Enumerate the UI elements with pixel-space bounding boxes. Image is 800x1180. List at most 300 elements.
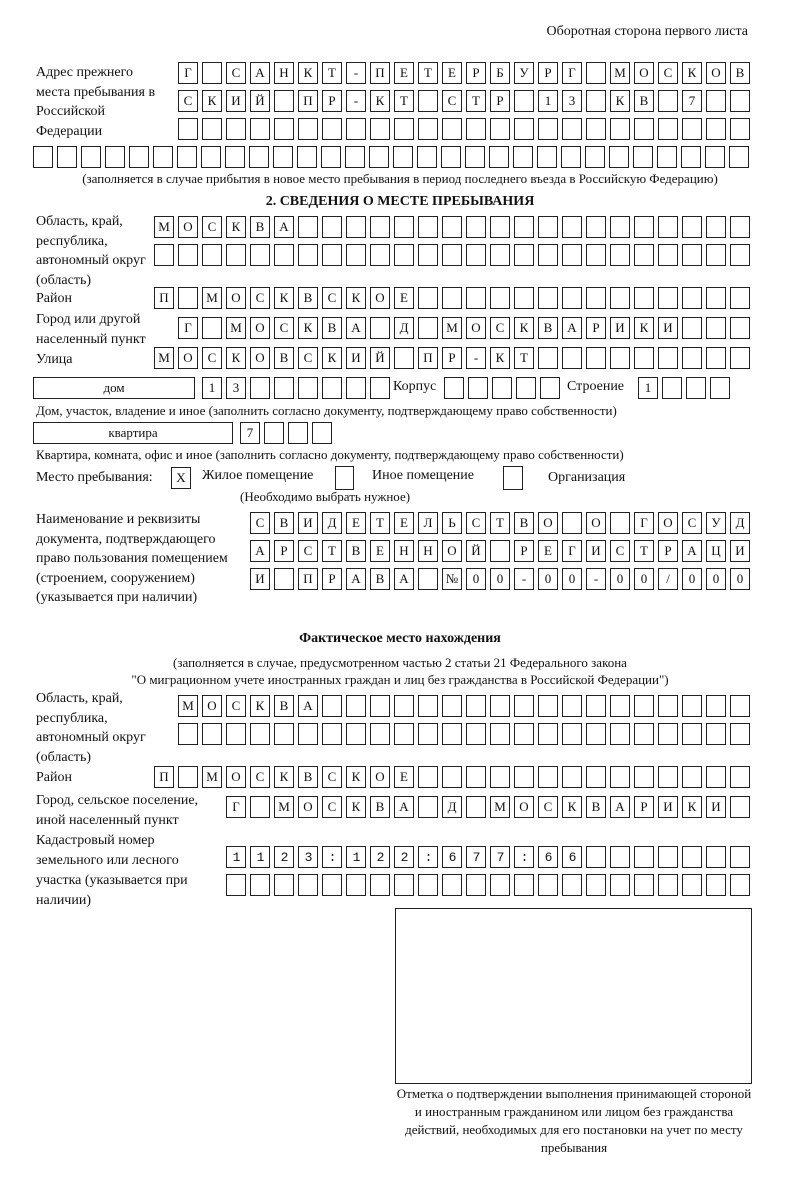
- char-cell[interactable]: [393, 146, 413, 168]
- char-cell[interactable]: [562, 244, 582, 266]
- char-cell[interactable]: [394, 244, 414, 266]
- char-cell[interactable]: [610, 216, 630, 238]
- char-cell[interactable]: [394, 216, 414, 238]
- option-organization-checkbox[interactable]: [503, 466, 523, 490]
- char-cell[interactable]: [706, 90, 726, 112]
- char-cell[interactable]: 0: [538, 568, 558, 590]
- char-cell[interactable]: [418, 317, 438, 339]
- char-cell[interactable]: [706, 347, 726, 369]
- char-cell[interactable]: [730, 216, 750, 238]
- char-cell[interactable]: Е: [394, 512, 414, 534]
- char-cell[interactable]: [370, 216, 390, 238]
- char-cell[interactable]: [346, 695, 366, 717]
- char-cell[interactable]: С: [298, 347, 318, 369]
- char-cell[interactable]: С: [322, 766, 342, 788]
- char-cell[interactable]: [658, 347, 678, 369]
- char-cell[interactable]: Н: [274, 62, 294, 84]
- char-cell[interactable]: [658, 216, 678, 238]
- char-cell[interactable]: [274, 568, 294, 590]
- char-cell[interactable]: А: [250, 62, 270, 84]
- char-cell[interactable]: К: [346, 766, 366, 788]
- char-cell[interactable]: [562, 287, 582, 309]
- char-cell[interactable]: Й: [466, 540, 486, 562]
- char-cell[interactable]: [730, 874, 750, 896]
- char-cell[interactable]: Р: [442, 347, 462, 369]
- char-cell[interactable]: [178, 287, 198, 309]
- option-residential-checkbox[interactable]: X: [171, 467, 191, 489]
- char-cell[interactable]: [706, 216, 726, 238]
- char-cell[interactable]: [706, 317, 726, 339]
- char-cell[interactable]: [250, 118, 270, 140]
- char-cell[interactable]: [686, 377, 706, 399]
- char-cell[interactable]: М: [610, 62, 630, 84]
- char-cell[interactable]: А: [346, 317, 366, 339]
- char-cell[interactable]: -: [586, 568, 606, 590]
- char-cell[interactable]: [586, 216, 606, 238]
- char-cell[interactable]: И: [250, 568, 270, 590]
- previous-address-row-3[interactable]: [178, 118, 750, 140]
- char-cell[interactable]: С: [442, 90, 462, 112]
- char-cell[interactable]: Й: [370, 347, 390, 369]
- char-cell[interactable]: [264, 422, 284, 444]
- char-cell[interactable]: [394, 118, 414, 140]
- char-cell[interactable]: [662, 377, 682, 399]
- char-cell[interactable]: [444, 377, 464, 399]
- char-cell[interactable]: М: [202, 766, 222, 788]
- char-cell[interactable]: [514, 874, 534, 896]
- char-cell[interactable]: [490, 244, 510, 266]
- char-cell[interactable]: [441, 146, 461, 168]
- char-cell[interactable]: [274, 874, 294, 896]
- char-cell[interactable]: Г: [634, 512, 654, 534]
- char-cell[interactable]: [178, 766, 198, 788]
- char-cell[interactable]: [418, 90, 438, 112]
- char-cell[interactable]: П: [418, 347, 438, 369]
- char-cell[interactable]: [273, 146, 293, 168]
- char-cell[interactable]: К: [370, 90, 390, 112]
- char-cell[interactable]: [634, 766, 654, 788]
- char-cell[interactable]: К: [682, 62, 702, 84]
- char-cell[interactable]: Р: [490, 90, 510, 112]
- char-cell[interactable]: М: [154, 216, 174, 238]
- char-cell[interactable]: [514, 695, 534, 717]
- char-cell[interactable]: [178, 244, 198, 266]
- char-cell[interactable]: [322, 874, 342, 896]
- document-row-3[interactable]: [250, 568, 750, 590]
- char-cell[interactable]: К: [682, 796, 702, 818]
- char-cell[interactable]: Д: [730, 512, 750, 534]
- char-cell[interactable]: К: [298, 62, 318, 84]
- char-cell[interactable]: [730, 846, 750, 868]
- char-cell[interactable]: В: [586, 796, 606, 818]
- char-cell[interactable]: [177, 146, 197, 168]
- char-cell[interactable]: [490, 540, 510, 562]
- char-cell[interactable]: Ц: [706, 540, 726, 562]
- char-cell[interactable]: Г: [178, 317, 198, 339]
- char-cell[interactable]: [226, 244, 246, 266]
- char-cell[interactable]: 3: [226, 377, 246, 399]
- char-cell[interactable]: Р: [466, 62, 486, 84]
- char-cell[interactable]: Л: [418, 512, 438, 534]
- char-cell[interactable]: 1: [638, 377, 658, 399]
- char-cell[interactable]: [562, 695, 582, 717]
- char-cell[interactable]: С: [490, 317, 510, 339]
- char-cell[interactable]: П: [370, 62, 390, 84]
- char-cell[interactable]: [538, 118, 558, 140]
- char-cell[interactable]: [610, 695, 630, 717]
- char-cell[interactable]: В: [538, 317, 558, 339]
- char-cell[interactable]: [706, 118, 726, 140]
- char-cell[interactable]: [468, 377, 488, 399]
- char-cell[interactable]: [682, 317, 702, 339]
- char-cell[interactable]: [418, 287, 438, 309]
- street-field[interactable]: [154, 347, 750, 369]
- char-cell[interactable]: [249, 146, 269, 168]
- char-cell[interactable]: [730, 723, 750, 745]
- char-cell[interactable]: [370, 377, 390, 399]
- char-cell[interactable]: А: [394, 568, 414, 590]
- char-cell[interactable]: Г: [226, 796, 246, 818]
- option-other-checkbox[interactable]: [335, 466, 354, 490]
- char-cell[interactable]: [466, 216, 486, 238]
- char-cell[interactable]: А: [610, 796, 630, 818]
- char-cell[interactable]: [442, 118, 462, 140]
- char-cell[interactable]: [321, 146, 341, 168]
- char-cell[interactable]: Г: [562, 62, 582, 84]
- char-cell[interactable]: [346, 118, 366, 140]
- char-cell[interactable]: В: [370, 796, 390, 818]
- char-cell[interactable]: 0: [490, 568, 510, 590]
- char-cell[interactable]: А: [346, 568, 366, 590]
- char-cell[interactable]: [490, 287, 510, 309]
- char-cell[interactable]: [706, 695, 726, 717]
- char-cell[interactable]: [442, 723, 462, 745]
- char-cell[interactable]: [706, 874, 726, 896]
- char-cell[interactable]: О: [202, 695, 222, 717]
- char-cell[interactable]: /: [658, 568, 678, 590]
- char-cell[interactable]: [682, 287, 702, 309]
- char-cell[interactable]: С: [658, 62, 678, 84]
- char-cell[interactable]: [562, 766, 582, 788]
- char-cell[interactable]: [586, 766, 606, 788]
- char-cell[interactable]: [322, 377, 342, 399]
- char-cell[interactable]: [81, 146, 101, 168]
- char-cell[interactable]: Е: [538, 540, 558, 562]
- char-cell[interactable]: Р: [586, 317, 606, 339]
- char-cell[interactable]: [538, 287, 558, 309]
- char-cell[interactable]: С: [202, 216, 222, 238]
- char-cell[interactable]: [634, 347, 654, 369]
- char-cell[interactable]: И: [730, 540, 750, 562]
- char-cell[interactable]: [730, 347, 750, 369]
- char-cell[interactable]: [562, 874, 582, 896]
- char-cell[interactable]: [586, 244, 606, 266]
- char-cell[interactable]: [298, 874, 318, 896]
- char-cell[interactable]: [730, 317, 750, 339]
- char-cell[interactable]: [369, 146, 389, 168]
- char-cell[interactable]: М: [202, 287, 222, 309]
- char-cell[interactable]: [346, 377, 366, 399]
- char-cell[interactable]: [514, 118, 534, 140]
- char-cell[interactable]: [514, 244, 534, 266]
- char-cell[interactable]: [442, 695, 462, 717]
- char-cell[interactable]: [322, 695, 342, 717]
- char-cell[interactable]: [322, 244, 342, 266]
- char-cell[interactable]: [634, 846, 654, 868]
- char-cell[interactable]: [370, 874, 390, 896]
- char-cell[interactable]: [394, 347, 414, 369]
- house-type-field[interactable]: дом: [33, 377, 195, 399]
- char-cell[interactable]: [610, 723, 630, 745]
- char-cell[interactable]: [346, 723, 366, 745]
- char-cell[interactable]: [298, 216, 318, 238]
- char-cell[interactable]: [586, 287, 606, 309]
- char-cell[interactable]: А: [394, 796, 414, 818]
- char-cell[interactable]: С: [538, 796, 558, 818]
- char-cell[interactable]: [610, 118, 630, 140]
- char-cell[interactable]: С: [466, 512, 486, 534]
- building-field[interactable]: [638, 377, 730, 399]
- char-cell[interactable]: Й: [250, 90, 270, 112]
- char-cell[interactable]: [585, 146, 605, 168]
- char-cell[interactable]: [298, 723, 318, 745]
- char-cell[interactable]: [513, 146, 533, 168]
- char-cell[interactable]: Р: [514, 540, 534, 562]
- char-cell[interactable]: О: [442, 540, 462, 562]
- char-cell[interactable]: У: [514, 62, 534, 84]
- char-cell[interactable]: С: [682, 512, 702, 534]
- char-cell[interactable]: [274, 723, 294, 745]
- char-cell[interactable]: Р: [658, 540, 678, 562]
- document-row-1[interactable]: [250, 512, 750, 534]
- char-cell[interactable]: [418, 766, 438, 788]
- char-cell[interactable]: [345, 146, 365, 168]
- char-cell[interactable]: [418, 216, 438, 238]
- char-cell[interactable]: [586, 118, 606, 140]
- char-cell[interactable]: [322, 118, 342, 140]
- char-cell[interactable]: [490, 874, 510, 896]
- document-row-2[interactable]: [250, 540, 750, 562]
- char-cell[interactable]: К: [274, 287, 294, 309]
- char-cell[interactable]: [178, 723, 198, 745]
- char-cell[interactable]: [346, 874, 366, 896]
- char-cell[interactable]: [514, 723, 534, 745]
- char-cell[interactable]: [442, 216, 462, 238]
- char-cell[interactable]: [706, 723, 726, 745]
- char-cell[interactable]: [658, 287, 678, 309]
- char-cell[interactable]: О: [226, 766, 246, 788]
- char-cell[interactable]: К: [298, 317, 318, 339]
- char-cell[interactable]: [274, 377, 294, 399]
- char-cell[interactable]: Р: [322, 568, 342, 590]
- char-cell[interactable]: [658, 118, 678, 140]
- char-cell[interactable]: [201, 146, 221, 168]
- char-cell[interactable]: 1: [202, 377, 222, 399]
- char-cell[interactable]: В: [730, 62, 750, 84]
- char-cell[interactable]: [705, 146, 725, 168]
- char-cell[interactable]: Р: [538, 62, 558, 84]
- char-cell[interactable]: П: [154, 766, 174, 788]
- house-number-field[interactable]: [202, 377, 390, 399]
- char-cell[interactable]: И: [298, 512, 318, 534]
- char-cell[interactable]: В: [634, 90, 654, 112]
- char-cell[interactable]: Т: [466, 90, 486, 112]
- char-cell[interactable]: [466, 796, 486, 818]
- char-cell[interactable]: Б: [490, 62, 510, 84]
- char-cell[interactable]: [610, 766, 630, 788]
- char-cell[interactable]: И: [706, 796, 726, 818]
- char-cell[interactable]: [562, 216, 582, 238]
- char-cell[interactable]: [658, 90, 678, 112]
- char-cell[interactable]: Е: [370, 540, 390, 562]
- char-cell[interactable]: О: [538, 512, 558, 534]
- char-cell[interactable]: [297, 146, 317, 168]
- char-cell[interactable]: [394, 695, 414, 717]
- char-cell[interactable]: С: [250, 512, 270, 534]
- char-cell[interactable]: [202, 244, 222, 266]
- char-cell[interactable]: К: [274, 766, 294, 788]
- char-cell[interactable]: С: [250, 766, 270, 788]
- char-cell[interactable]: Г: [178, 62, 198, 84]
- cadastral-row-2[interactable]: [226, 874, 750, 896]
- char-cell[interactable]: [274, 90, 294, 112]
- char-cell[interactable]: [322, 216, 342, 238]
- char-cell[interactable]: [538, 695, 558, 717]
- char-cell[interactable]: [490, 118, 510, 140]
- char-cell[interactable]: [682, 216, 702, 238]
- char-cell[interactable]: -: [346, 90, 366, 112]
- char-cell[interactable]: [538, 347, 558, 369]
- char-cell[interactable]: Е: [346, 512, 366, 534]
- char-cell[interactable]: [154, 244, 174, 266]
- char-cell[interactable]: Н: [418, 540, 438, 562]
- char-cell[interactable]: В: [322, 317, 342, 339]
- char-cell[interactable]: С: [298, 540, 318, 562]
- char-cell[interactable]: [514, 766, 534, 788]
- char-cell[interactable]: В: [298, 287, 318, 309]
- char-cell[interactable]: 7: [240, 422, 260, 444]
- char-cell[interactable]: [514, 287, 534, 309]
- char-cell[interactable]: К: [562, 796, 582, 818]
- char-cell[interactable]: В: [298, 766, 318, 788]
- char-cell[interactable]: [586, 723, 606, 745]
- char-cell[interactable]: [418, 568, 438, 590]
- char-cell[interactable]: С: [322, 796, 342, 818]
- char-cell[interactable]: О: [250, 347, 270, 369]
- char-cell[interactable]: [202, 317, 222, 339]
- char-cell[interactable]: [538, 723, 558, 745]
- region-row-2[interactable]: [154, 244, 750, 266]
- char-cell[interactable]: П: [298, 90, 318, 112]
- char-cell[interactable]: 1: [538, 90, 558, 112]
- char-cell[interactable]: К: [226, 216, 246, 238]
- char-cell[interactable]: [226, 874, 246, 896]
- char-cell[interactable]: Т: [514, 347, 534, 369]
- char-cell[interactable]: [633, 146, 653, 168]
- char-cell[interactable]: 3: [562, 90, 582, 112]
- char-cell[interactable]: В: [250, 216, 270, 238]
- char-cell[interactable]: О: [370, 287, 390, 309]
- char-cell[interactable]: И: [658, 796, 678, 818]
- char-cell[interactable]: [634, 723, 654, 745]
- actual-city-field[interactable]: [226, 796, 750, 818]
- region-row-1[interactable]: [154, 216, 750, 238]
- char-cell[interactable]: [561, 146, 581, 168]
- previous-address-row-1[interactable]: [178, 62, 750, 84]
- char-cell[interactable]: [610, 347, 630, 369]
- char-cell[interactable]: [466, 244, 486, 266]
- char-cell[interactable]: Т: [322, 62, 342, 84]
- char-cell[interactable]: [730, 287, 750, 309]
- char-cell[interactable]: [730, 766, 750, 788]
- char-cell[interactable]: 0: [610, 568, 630, 590]
- char-cell[interactable]: [417, 146, 437, 168]
- char-cell[interactable]: О: [226, 287, 246, 309]
- char-cell[interactable]: [706, 766, 726, 788]
- char-cell[interactable]: О: [658, 512, 678, 534]
- char-cell[interactable]: [730, 244, 750, 266]
- char-cell[interactable]: А: [562, 317, 582, 339]
- char-cell[interactable]: [250, 874, 270, 896]
- char-cell[interactable]: Р: [322, 90, 342, 112]
- char-cell[interactable]: К: [346, 796, 366, 818]
- char-cell[interactable]: С: [226, 62, 246, 84]
- char-cell[interactable]: [562, 723, 582, 745]
- char-cell[interactable]: [442, 287, 462, 309]
- actual-region-row-2[interactable]: [178, 723, 750, 745]
- char-cell[interactable]: [634, 244, 654, 266]
- char-cell[interactable]: [586, 62, 606, 84]
- char-cell[interactable]: [706, 244, 726, 266]
- char-cell[interactable]: [682, 723, 702, 745]
- char-cell[interactable]: И: [610, 317, 630, 339]
- char-cell[interactable]: [658, 244, 678, 266]
- apartment-type-field[interactable]: квартира: [33, 422, 233, 444]
- char-cell[interactable]: [298, 118, 318, 140]
- char-cell[interactable]: У: [706, 512, 726, 534]
- char-cell[interactable]: [418, 874, 438, 896]
- char-cell[interactable]: К: [250, 695, 270, 717]
- char-cell[interactable]: [466, 766, 486, 788]
- char-cell[interactable]: А: [682, 540, 702, 562]
- char-cell[interactable]: [274, 244, 294, 266]
- char-cell[interactable]: [634, 874, 654, 896]
- char-cell[interactable]: [634, 216, 654, 238]
- char-cell[interactable]: [658, 723, 678, 745]
- char-cell[interactable]: [682, 347, 702, 369]
- char-cell[interactable]: [730, 695, 750, 717]
- char-cell[interactable]: О: [466, 317, 486, 339]
- char-cell[interactable]: [442, 766, 462, 788]
- char-cell[interactable]: [298, 244, 318, 266]
- char-cell[interactable]: [682, 695, 702, 717]
- char-cell[interactable]: [370, 244, 390, 266]
- char-cell[interactable]: С: [322, 287, 342, 309]
- char-cell[interactable]: [562, 118, 582, 140]
- char-cell[interactable]: М: [442, 317, 462, 339]
- char-cell[interactable]: [465, 146, 485, 168]
- char-cell[interactable]: [538, 244, 558, 266]
- char-cell[interactable]: [514, 216, 534, 238]
- char-cell[interactable]: [312, 422, 332, 444]
- char-cell[interactable]: О: [250, 317, 270, 339]
- char-cell[interactable]: С: [610, 540, 630, 562]
- char-cell[interactable]: П: [298, 568, 318, 590]
- char-cell[interactable]: [442, 244, 462, 266]
- char-cell[interactable]: [658, 846, 678, 868]
- char-cell[interactable]: [538, 874, 558, 896]
- char-cell[interactable]: 0: [682, 568, 702, 590]
